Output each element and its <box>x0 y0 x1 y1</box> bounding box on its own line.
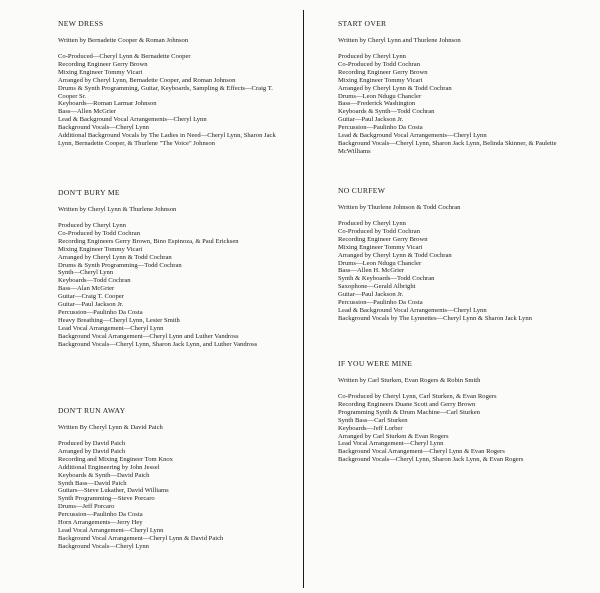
song-if-you-were-mine <box>338 359 568 464</box>
credit-line: Synth Bass—David Paich <box>58 479 127 487</box>
credit-line: Lead Vocal Arrangement—Cheryl Lynn <box>58 526 164 534</box>
song-start-over <box>338 19 568 156</box>
credit-line: Synth & Keyboards—Todd Cochran <box>338 275 435 283</box>
credit-line: Heavy Breathing—Cheryl Lynn, Lester Smith <box>58 316 180 324</box>
song-writer: Written By Cheryl Lynn & David Paich <box>58 424 163 431</box>
credit-line: Produced by Cheryl Lynn <box>58 222 126 229</box>
credit-line: Background Vocal Arrangement—Cheryl Lynn & Evan Rogers <box>338 448 505 456</box>
credit-line: Guitar—Paul Jackson Jr. <box>338 116 404 124</box>
credit-line: Percussion—Paulinho Da Costa <box>338 124 423 132</box>
credit-line: Recording Engineer Gerry Brown <box>338 68 428 76</box>
credit-line: Co-Produced by Cheryl Lynn, Carl Sturken, & Evan Rogers <box>338 393 497 400</box>
credit-line: Drums—Leon Ndugu Chancler <box>338 92 422 100</box>
song-dont-run-away <box>58 406 283 551</box>
credit-line: Co-Produced by Todd Cochran <box>338 227 421 235</box>
song-title: START OVER <box>338 19 387 28</box>
credits-list <box>58 53 283 148</box>
credit-line: Co-Produced—Cheryl Lynn & Bernadette Cooper <box>58 53 191 60</box>
credit-line: Produced by Cheryl Lynn <box>338 220 406 227</box>
song-writer: Written by Cheryl Lynn and Thurlene Johnson <box>338 37 461 44</box>
credit-line: Percussion—Paulinho Da Costa <box>338 299 423 307</box>
credit-line: Keyboards & Synth—Todd Cochran <box>338 108 435 116</box>
credit-line: Arranged by Carl Sturken & Evan Rogers <box>338 432 449 440</box>
credit-line: Lead Vocal Arrangement—Cheryl Lynn <box>338 440 444 448</box>
credit-line: Recording and Mixing Engineer Tom Knox <box>58 455 173 463</box>
credit-line: Arranged by David Paich <box>58 447 126 455</box>
credit-line: Background Vocals by The Lynnettes—Cheryl Lynn & Sharon Jack Lynn <box>338 314 532 322</box>
credit-line: Keyboards—Jeff Lorber <box>338 424 403 432</box>
song-dont-bury-me <box>58 188 283 349</box>
credit-line: Produced by Cheryl Lynn <box>338 53 406 60</box>
credit-line: Mixing Engineer Tommy Vicari <box>338 76 423 84</box>
credit-line: Bass—Frederick Washington <box>338 100 416 108</box>
credit-line: Lead Vocal Arrangement—Cheryl Lynn <box>58 324 164 332</box>
credit-line: Arranged by Cheryl Lynn & Todd Cochran <box>338 84 452 92</box>
credit-line: Drums—Jeff Porcaro <box>58 503 115 511</box>
credits-list <box>58 222 283 349</box>
song-title: NEW DRESS <box>58 19 104 28</box>
credit-line: Saxophone—Gerald Albright <box>338 283 416 291</box>
song-title: DON'T RUN AWAY <box>58 406 126 415</box>
credits-list <box>58 440 283 551</box>
credit-line: Lead & Background Vocal Arrangements—Cheryl Lynn <box>58 116 207 124</box>
credit-line: Background Vocals—Cheryl Lynn <box>58 124 149 132</box>
song-new-dress <box>58 19 283 148</box>
credit-line: Guitars—Steve Lukather, David Williams <box>58 487 169 495</box>
credit-line: Background Vocal Arrangement—Cheryl Lynn & David Paich <box>58 534 224 542</box>
credit-line: Co-Produced by Todd Cochran <box>338 60 421 68</box>
song-writer: Written by Bernadette Cooper & Roman Johnson <box>58 37 189 44</box>
credit-line: Guitar—Paul Jackson Jr. <box>58 301 124 309</box>
credit-line: Background Vocals—Cheryl Lynn <box>58 542 149 550</box>
credit-line: Keyboards & Synth—David Paich <box>58 471 150 479</box>
credit-line: Recording Engineers Duane Scott and Gerry Brown <box>338 400 476 408</box>
credit-line: Additional Background Vocals by The Ladies in Need—Cheryl Lynn, Sharon Jack Lynn, Bernadette Cooper, & Thurlene "The Voice" Johnson <box>58 132 276 147</box>
credit-line: Bass—Allen McGrier <box>58 108 117 116</box>
credit-line: Background Vocals—Cheryl Lynn, Sharon Jack Lynn, & Evan Rogers <box>338 456 524 464</box>
column-divider <box>303 10 304 588</box>
song-no-curfew <box>338 186 568 323</box>
credit-line: Background Vocals—Cheryl Lynn, Sharon Jack Lynn, Belinda Skinner, & Paulette McWilliams <box>338 139 557 155</box>
credit-line: Background Vocal Arrangement—Cheryl Lynn and Luther Vandross <box>58 332 239 340</box>
song-title: IF YOU WERE MINE <box>338 359 413 368</box>
credit-line: Drums & Synth Programming, Guitar, Keyboards, Sampling & Effects—Craig T. Cooper Sr. <box>58 84 273 100</box>
song-writer: Written by Cheryl Lynn & Thurlene Johnson <box>58 206 177 213</box>
credit-line: Keyboards—Roman Larmar Johnson <box>58 100 157 108</box>
credit-line: Background Vocals—Cheryl Lynn, Sharon Jack Lynn, and Luther Vandross <box>58 340 258 348</box>
credit-line: Produced by David Paich <box>58 440 126 447</box>
credit-line: Guitar—Paul Jackson Jr. <box>338 291 404 299</box>
credit-line: Arranged by Cheryl Lynn & Todd Cochran <box>58 253 172 261</box>
credit-line: Recording Engineer Gerry Brown <box>58 60 148 68</box>
credit-line: Guitar—Craig T. Cooper <box>58 293 124 301</box>
credits-list <box>338 393 568 464</box>
credit-line: Arranged by Cheryl Lynn & Todd Cochran <box>338 251 452 259</box>
credit-line: Lead & Background Vocal Arrangements—Cheryl Lynn <box>338 306 487 314</box>
credit-line: Recording Engineer Gerry Brown <box>338 235 428 243</box>
credits-list <box>338 220 568 323</box>
credit-line: Keyboards—Todd Cochran <box>58 277 131 285</box>
credit-line: Programming Synth & Drum Machine—Carl Sturken <box>338 408 480 416</box>
credit-line: Mixing Engineer Tommy Vicari <box>58 68 143 76</box>
credit-line: Synth Bass—Carl Sturken <box>338 416 408 424</box>
credit-line: Mixing Engineer Tommy Vicari <box>338 243 423 251</box>
credit-line: Additional Engineering by John Jessel <box>58 463 160 471</box>
song-writer: Written by Thurlene Johnson & Todd Cochran <box>338 204 461 211</box>
credits-list <box>338 53 568 156</box>
credit-line: Drums & Synth Programming—Todd Cochran <box>58 261 182 269</box>
song-writer: Written by Carl Sturken, Evan Rogers & Robin Smith <box>338 377 481 384</box>
credit-line: Synth Programming—Steve Porcaro <box>58 495 155 503</box>
song-title: NO CURFEW <box>338 186 386 195</box>
credit-line: Bass—Alan McGrier <box>58 285 115 293</box>
credit-line: Percussion—Paulinho Da Costa <box>58 308 143 316</box>
credit-line: Lead & Background Vocal Arrangements—Cheryl Lynn <box>338 132 487 140</box>
credit-line: Arranged by Cheryl Lynn, Bernadette Cooper, and Roman Johnson <box>58 76 236 84</box>
credit-line: Mixing Engineer Tommy Vicari <box>58 245 143 253</box>
credit-line: Drums—Leon Ndugu Chancler <box>338 259 422 267</box>
credit-line: Horn Arrangements—Jerry Hey <box>58 519 143 527</box>
credit-line: Recording Engineers Gerry Brown, Bino Espinoza, & Paul Ericksen <box>58 237 239 245</box>
credit-line: Bass—Allen H. McGrier <box>338 267 405 275</box>
credit-line: Percussion—Paulinho Da Costa <box>58 511 143 519</box>
credit-line: Co-Produced by Todd Cochran <box>58 229 141 237</box>
credit-line: Synth—Cheryl Lynn <box>58 269 114 277</box>
song-title: DON'T BURY ME <box>58 188 120 197</box>
